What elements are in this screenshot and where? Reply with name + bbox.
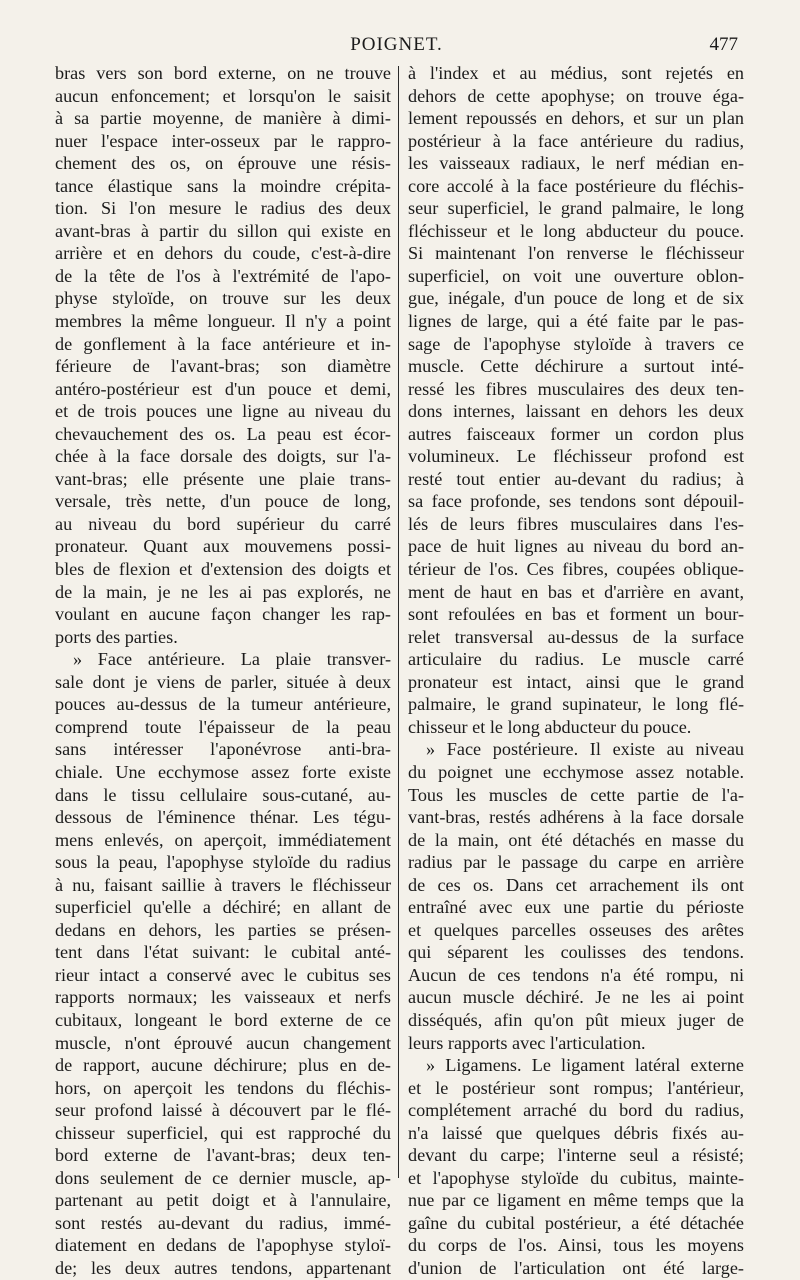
text-line: tion. Si l'on mesure le radius des deux xyxy=(55,198,391,219)
text-line: gue, inégale, d'un pouce de long et de six xyxy=(408,288,744,309)
text-line: arrière et en dehors du coude, c'est-à-dire xyxy=(55,243,391,264)
text-line: hors, on aperçoit les tendons du fléchis- xyxy=(55,1077,391,1098)
page-header xyxy=(55,34,738,60)
text-line: à sa partie moyenne, de manière à dimi- xyxy=(55,108,391,129)
text-line: » Face antérieure. La plaie transver- xyxy=(73,649,391,670)
text-line: nuer l'espace inter-osseux par le rappro- xyxy=(55,130,391,151)
text-line: chevauchement des os. La peau est écor- xyxy=(55,423,391,444)
text-line: de gonflement à la face antérieure et in- xyxy=(55,333,391,354)
text-line: sage de l'apophyse styloïde à travers ce xyxy=(408,333,744,354)
text-line: entraîné avec eux une partie du périoste xyxy=(408,897,744,918)
text-line: sans intéresser l'aponévrose anti-bra- xyxy=(55,739,391,760)
text-line: membres la même longueur. Il n'y a point xyxy=(55,311,391,332)
text-line: postérieur à la face antérieure du radius, xyxy=(408,130,744,151)
text-line: avant-bras à partir du sillon qui existe en xyxy=(55,220,391,241)
text-line: Si maintenant l'on renverse le fléchisseur xyxy=(408,243,744,264)
text-line: devant du carpe; l'interne seul a résisté; xyxy=(408,1145,744,1166)
text-line: férieure de l'avant-bras; son diamètre xyxy=(55,356,391,377)
text-line: de la main, je ne les ai pas explorés, ne xyxy=(55,581,391,602)
text-line: de; les deux autres tendons, appartenant xyxy=(55,1257,391,1278)
text-line: » Face postérieure. Il existe au niveau xyxy=(426,739,744,760)
text-line: volumineux. Le fléchisseur profond est xyxy=(408,446,744,467)
text-line: dons internes, laissant en dehors les deux xyxy=(408,401,744,422)
text-line: » Ligamens. Le ligament latéral externe xyxy=(426,1055,744,1076)
text-line: leurs rapports avec l'articulation. xyxy=(408,1032,646,1053)
text-line: vant-bras, restés adhérens à la face dorsale xyxy=(408,807,744,828)
text-line: à nu, faisant saillie à travers le fléchisseur xyxy=(55,874,391,895)
page-number: 477 xyxy=(709,34,738,55)
text-line: dans le tissu cellulaire sous-cutané, au- xyxy=(55,784,391,805)
text-line: de la tête de l'os à l'extrémité de l'apo- xyxy=(55,265,391,286)
text-line: qui séparent les coulisses des tendons. xyxy=(408,942,744,963)
text-line: disséqués, afin qu'on pût mieux juger de xyxy=(408,1009,744,1030)
text-line: nue par ce ligament en même temps que la xyxy=(408,1190,744,1211)
text-line: pace de huit lignes au niveau du bord an- xyxy=(408,536,744,557)
text-line: de la main, ont été détachés en masse du xyxy=(408,829,744,850)
text-line: autres faisceaux former un cordon plus xyxy=(408,423,744,444)
text-line: comprend toute l'épaisseur de la peau xyxy=(55,716,391,737)
text-line: chisseur et le long abducteur du pouce. xyxy=(408,716,692,737)
text-line: au niveau du bord supérieur du carré xyxy=(55,513,391,534)
text-line: tent dans l'état suivant: le cubital anté- xyxy=(55,942,391,963)
text-line: à l'index et au médius, sont rejetés en xyxy=(408,63,744,83)
text-line: fléchisseur et le long abducteur du pouce. xyxy=(408,220,744,241)
text-line: rapports normaux; les vaisseaux et nerfs xyxy=(55,987,391,1008)
text-line: resté tout entier au-devant du radius; à xyxy=(408,468,744,489)
text-line: vant-bras; elle présente une plaie trans- xyxy=(55,468,391,489)
text-line: de rapport, aucune déchirure; plus en de- xyxy=(55,1055,391,1076)
text-line: de ces os. Dans cet arrachement ils ont xyxy=(408,874,744,895)
column-divider xyxy=(398,66,399,1178)
text-line: Aucun de ces tendons n'a été rompu, ni xyxy=(408,964,744,985)
text-line: et l'apophyse styloïde du cubitus, mainte- xyxy=(408,1167,744,1188)
text-line: palmaire, le grand supinateur, le long flé- xyxy=(408,694,744,715)
text-line: mens enlevés, on aperçoit, immédiatement xyxy=(55,829,391,850)
text-line: core accolé à la face postérieure du fléchis- xyxy=(408,175,744,196)
text-line: les vaisseaux radiaux, le nerf médian en- xyxy=(408,153,744,174)
text-line: lignes de large, qui a été faite par le pas- xyxy=(408,311,744,332)
text-line: aucun enfoncement; et lorsqu'on le saisit xyxy=(55,85,391,106)
text-line: sont restés au-devant du radius, immé- xyxy=(55,1212,391,1233)
text-line: n'a laissé que quelques débris fixés au- xyxy=(408,1122,744,1143)
text-line: chiale. Une ecchymose assez forte existe xyxy=(55,761,391,782)
running-head: POIGNET. xyxy=(350,34,443,55)
text-line: Tous les muscles de cette partie de l'a- xyxy=(408,784,744,805)
text-line: du poignet une ecchymose assez notable. xyxy=(408,761,744,782)
text-line: ports des parties. xyxy=(55,626,178,647)
text-line: gaîne du cubital postérieur, a été détachée xyxy=(408,1212,744,1233)
right-column xyxy=(408,62,744,1280)
text-line: d'union de l'articulation ont été large- xyxy=(408,1257,744,1278)
text-line: physe styloïde, on trouve sur les deux xyxy=(55,288,391,309)
left-column xyxy=(55,62,391,1280)
text-line: versale, très nette, d'un pouce de long, xyxy=(55,491,391,512)
text-line: diatement en dedans de l'apophyse styloï- xyxy=(55,1235,391,1256)
text-line: du corps de l'os. Ainsi, tous les moyens xyxy=(408,1235,744,1256)
text-line: radius par le passage du carpe en arrière xyxy=(408,852,744,873)
text-line: sont refoulées en bas et forment un bour- xyxy=(408,604,744,625)
text-line: relet transversal au-dessus de la surface xyxy=(408,626,744,647)
text-line: seur superficiel, le grand palmaire, le long xyxy=(408,198,744,219)
text-line: voulant en aucune façon changer les rap- xyxy=(55,604,391,625)
text-line: et le postérieur sont rompus; l'antérieur, xyxy=(408,1077,744,1098)
text-line: sous la peau, l'apophyse styloïde du radius xyxy=(55,852,391,873)
text-line: muscle, n'ont éprouvé aucun changement xyxy=(55,1032,391,1053)
text-line: muscle. Cette déchirure a surtout inté- xyxy=(408,356,744,377)
text-line: bord externe de l'avant-bras; deux ten- xyxy=(55,1145,391,1166)
text-line: articulaire du radius. Le muscle carré xyxy=(408,649,744,670)
text-line: bles de flexion et d'extension des doigts et xyxy=(55,559,391,580)
text-line: lés de leurs fibres musculaires dans l'es- xyxy=(408,513,744,534)
text-line: antéro-postérieur est d'un pouce et demi, xyxy=(55,378,391,399)
text-line: sale dont je viens de parler, située à deux xyxy=(55,671,391,692)
text-line: lement repoussés en dehors, et sur un plan xyxy=(408,108,744,129)
text-line: partenant au petit doigt et à l'annulaire, xyxy=(55,1190,391,1211)
text-line: térieur de l'os. Ces fibres, coupées oblique- xyxy=(408,559,744,580)
text-line: pronateur est intact, ainsi que le grand xyxy=(408,671,744,692)
text-line: cubitaux, longeant le bord externe de ce xyxy=(55,1009,391,1030)
text-line: complétement arraché du bord du radius, xyxy=(408,1100,744,1121)
text-line: pronateur. Quant aux mouvemens possi- xyxy=(55,536,391,557)
text-line: ressé les fibres musculaires des deux ten- xyxy=(408,378,744,399)
text-line: et de trois pouces une ligne au niveau du xyxy=(55,401,391,422)
text-line: aucun muscle déchiré. Je ne les ai point xyxy=(408,987,744,1008)
text-line: superficiel qu'elle a déchiré; en allant de xyxy=(55,897,391,918)
text-line: sa face profonde, ses tendons sont dépouil- xyxy=(408,491,744,512)
text-line: chisseur superficiel, qui est rapproché du xyxy=(55,1122,391,1143)
text-line: tance élastique sans la moindre crépita- xyxy=(55,175,391,196)
text-line: dessous de l'éminence thénar. Les tégu- xyxy=(55,807,391,828)
text-line: ment de haut en bas et d'arrière en avant, xyxy=(408,581,744,602)
text-line: rieur intact a conservé avec le cubitus ses xyxy=(55,964,391,985)
text-line: chement des os, on éprouve une résis- xyxy=(55,153,391,174)
text-line: pouces au-dessus de la tumeur antérieure, xyxy=(55,694,391,715)
text-line: chée à la face dorsale des doigts, sur l'a- xyxy=(55,446,391,467)
text-line: superficiel, on voit une ouverture oblon- xyxy=(408,265,744,286)
text-line: bras vers son bord externe, on ne trouve xyxy=(55,63,391,83)
text-line: dedans en dehors, les parties se présen- xyxy=(55,919,391,940)
text-line: et quelques parcelles osseuses des arêtes xyxy=(408,919,744,940)
text-line: seur profond laissé à découvert par le flé- xyxy=(55,1100,391,1121)
text-line: dons seulement de ce dernier muscle, ap- xyxy=(55,1167,391,1188)
text-line: dehors de cette apophyse; on trouve éga- xyxy=(408,85,744,106)
